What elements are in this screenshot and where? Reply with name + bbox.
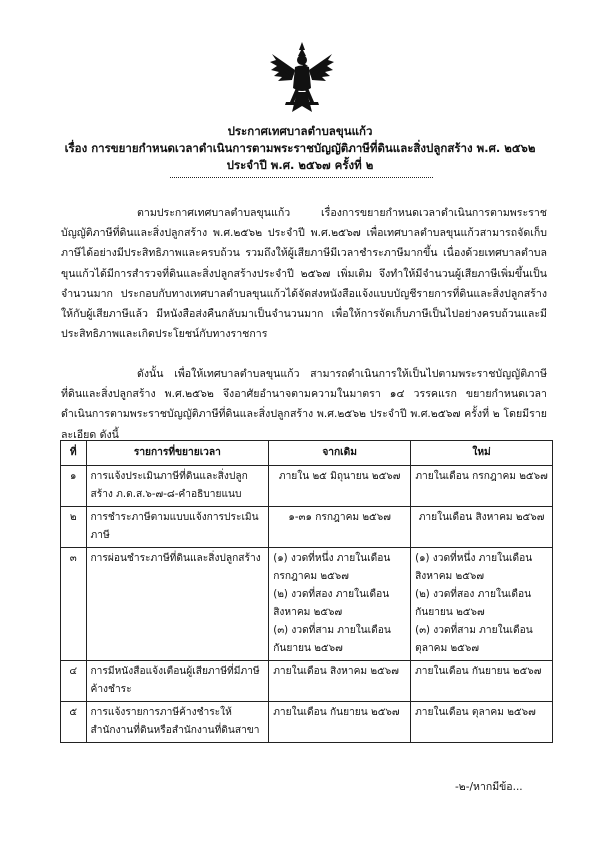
row-number: ๔: [61, 661, 87, 702]
announcement-year: ประจำปี พ.ศ. ๒๕๖๗ ครั้งที่ ๒: [226, 158, 374, 172]
row-old: ภายใน ๒๕ มิถุนายน ๒๕๖๗: [269, 466, 411, 507]
installment-line: (๑) งวดที่หนึ่ง ภายในเดือน สิงหาคม ๒๕๖๗: [415, 553, 533, 582]
table-row: [61, 466, 553, 507]
row-item: การมีหนังสือแจ้งเตือนผู้เสียภาษีที่มีภาษีค้างชำระ: [86, 661, 269, 702]
row-new: ภายในเดือน กันยายน ๒๕๖๗: [411, 661, 553, 702]
header-new: ใหม่: [411, 441, 553, 466]
row-item: การชำระภาษีตามแบบแจ้งการประเมินภาษี: [86, 507, 269, 548]
header-no: ที่: [61, 441, 87, 466]
row-old: ภายในเดือน สิงหาคม ๒๕๖๗: [269, 661, 411, 702]
header-old: จากเดิม: [269, 441, 411, 466]
row-item: การผ่อนชำระภาษีที่ดินและสิ่งปลูกสร้าง: [86, 548, 269, 661]
garuda-emblem-icon: [268, 40, 336, 116]
page-continuation: -๒-/หากมีข้อ...: [455, 781, 523, 793]
installment-line: (๒) งวดที่สอง ภายในเดือน สิงหาคม ๒๕๖๗: [273, 589, 390, 618]
row-number: ๓: [61, 548, 87, 661]
dotted-divider: [170, 177, 433, 178]
row-number: ๒: [61, 507, 87, 548]
installment-line: (๑) งวดที่หนึ่ง ภายในเดือน กรกฎาคม ๒๕๖๗: [273, 553, 391, 582]
table-row: [61, 507, 553, 548]
schedule-table: [60, 440, 553, 743]
row-item: การแจ้งประเมินภาษีที่ดินและสิ่งปลูกสร้าง ภ.ด.ส.๖-๗-๘-คำอธิบายแนบ: [86, 466, 269, 507]
row-old: ภายในเดือน กันยายน ๒๕๖๗: [269, 702, 411, 743]
body-paragraph-2: ดังนั้น เพื่อให้เทศบาลตำบลขุนแก้ว สามารถดำเนินการให้เป็นไปตามพระราชบัญญัติภาษีที่ดินและสิ่งปลูกสร้าง พ.ศ.๒๕๖๒ จึงอาศัยอำนาจตามความในมาตรา ๑๔ วรรคแรก ขยายกำหนดเวลาดำเนินการตามพระราชบัญญัติภาษีที่ดินและสิ่งปลูกสร้าง พ.ศ.๒๕๖๒ ประจำปี พ.ศ.๒๕๖๗ ครั้งที่ ๒ โดยมีรายละเอียด ดังนี้: [61, 368, 547, 441]
row-item: การแจ้งรายการภาษีค้างชำระให้สำนักงานที่ดินหรือสำนักงานที่ดินสาขา: [86, 702, 269, 743]
announcement-issuer: ประกาศเทศบาลตำบลขุนแก้ว: [227, 124, 373, 138]
row-number: ๕: [61, 702, 87, 743]
row-new-installments: [411, 548, 553, 661]
row-new: ภายในเดือน กรกฎาคม ๒๕๖๗: [411, 466, 553, 507]
row-new: ภายในเดือน ตุลาคม ๒๕๖๗: [411, 702, 553, 743]
table-row: [61, 702, 553, 743]
table-row: [61, 548, 553, 661]
header-item: รายการที่ขยายเวลา: [86, 441, 269, 466]
installment-line: (๒) งวดที่สอง ภายในเดือน กันยายน ๒๕๖๗: [415, 589, 532, 618]
installment-line: (๓) งวดที่สาม ภายในเดือนตุลาคม ๒๕๖๗: [415, 625, 533, 654]
announcement-subject: เรื่อง การขยายกำหนดเวลาดำเนินการตามพระราชบัญญัติภาษีที่ดินและสิ่งปลูกสร้าง พ.ศ. ๒๕๖๒: [64, 141, 536, 155]
installment-line: (๓) งวดที่สาม ภายในเดือน กันยายน ๒๕๖๗: [273, 625, 391, 654]
row-new: ภายในเดือน สิงหาคม ๒๕๖๗: [411, 507, 553, 548]
table-header-row: [61, 441, 553, 466]
body-paragraph-1: ตามประกาศเทศบาลตำบลขุนแก้ว เรื่องการขยายกำหนดเวลาดำเนินการตามพระราชบัญญัติภาษีที่ดินและสิ่งปลูกสร้าง พ.ศ.๒๕๖๒ ประจำปี พ.ศ.๒๕๖๗ เพื่อเทศบาลตำบลขุนแก้วสามารถจัดเก็บภาษีได้อย่างมีประสิทธิภาพและครบถ้วน รวมถึงให้ผู้เสียภาษีมีเวลาชำระภาษีมากขึ้น เนื่องด้วยเทศบาลตำบลขุนแก้วได้มีการสำรวจที่ดินและสิ่งปลูกสร้างประจำปี ๒๕๖๗ เพิ่มเติม จึงทำให้มีจำนวนผู้เสียภาษีเพิ่มขึ้นเป็นจำนวนมาก ประกอบกับทางเทศบาลตำบลขุนแก้วได้จัดส่งหนังสือแจ้งแบบบัญชีรายการที่ดินและสิ่งปลูกสร้างให้กับผู้เสียภาษีแล้ว มีหนังสือส่งคืนกลับมาเป็นจำนวนมาก เพื่อให้การจัดเก็บภาษีเป็นไปอย่างครบถ้วนและมีประสิทธิภาพและเกิดประโยชน์กับทางราชการ: [61, 207, 547, 341]
row-old-installments: [269, 548, 411, 661]
row-old: ๑-๓๑ กรกฎาคม ๒๕๖๗: [269, 507, 411, 548]
table-row: [61, 661, 553, 702]
row-number: ๑: [61, 466, 87, 507]
